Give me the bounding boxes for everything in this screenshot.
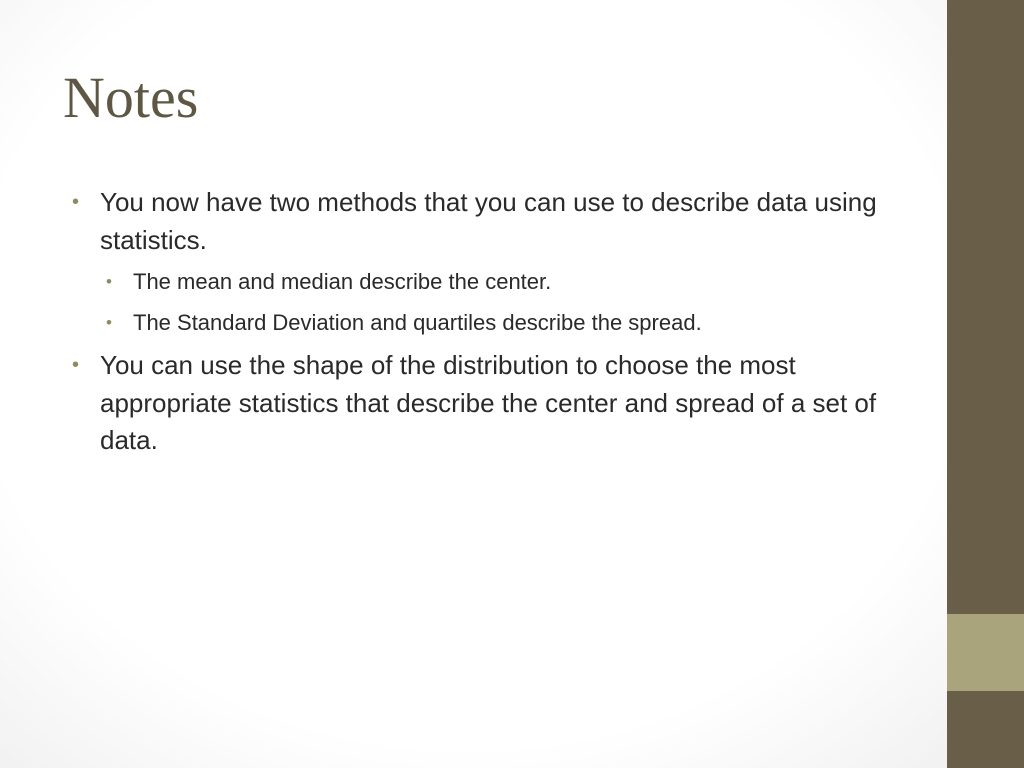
bullet-text: You can use the shape of the distribution to choose the most appropriate statistics that describe the center and spread of a set of data. [100,350,877,455]
slide-title: Notes [63,65,199,130]
bullet-dot-icon: • [72,354,80,376]
sub-bullet-item [106,265,902,299]
bullet-item [72,347,902,460]
side-accent-block [947,614,1024,691]
bullet-text: The Standard Deviation and quartiles describe the spread. [133,310,702,335]
bullet-text: You now have two methods that you can use to describe data using statistics. [100,187,877,255]
bullet-dot-icon: • [72,191,80,213]
bullet-list [72,184,902,466]
bullet-dot-icon: • [106,313,112,332]
bullet-dot-icon: • [106,272,112,291]
bullet-text: The mean and median describe the center. [133,269,552,294]
bullet-item [72,184,902,259]
sub-bullet-item [106,306,902,340]
